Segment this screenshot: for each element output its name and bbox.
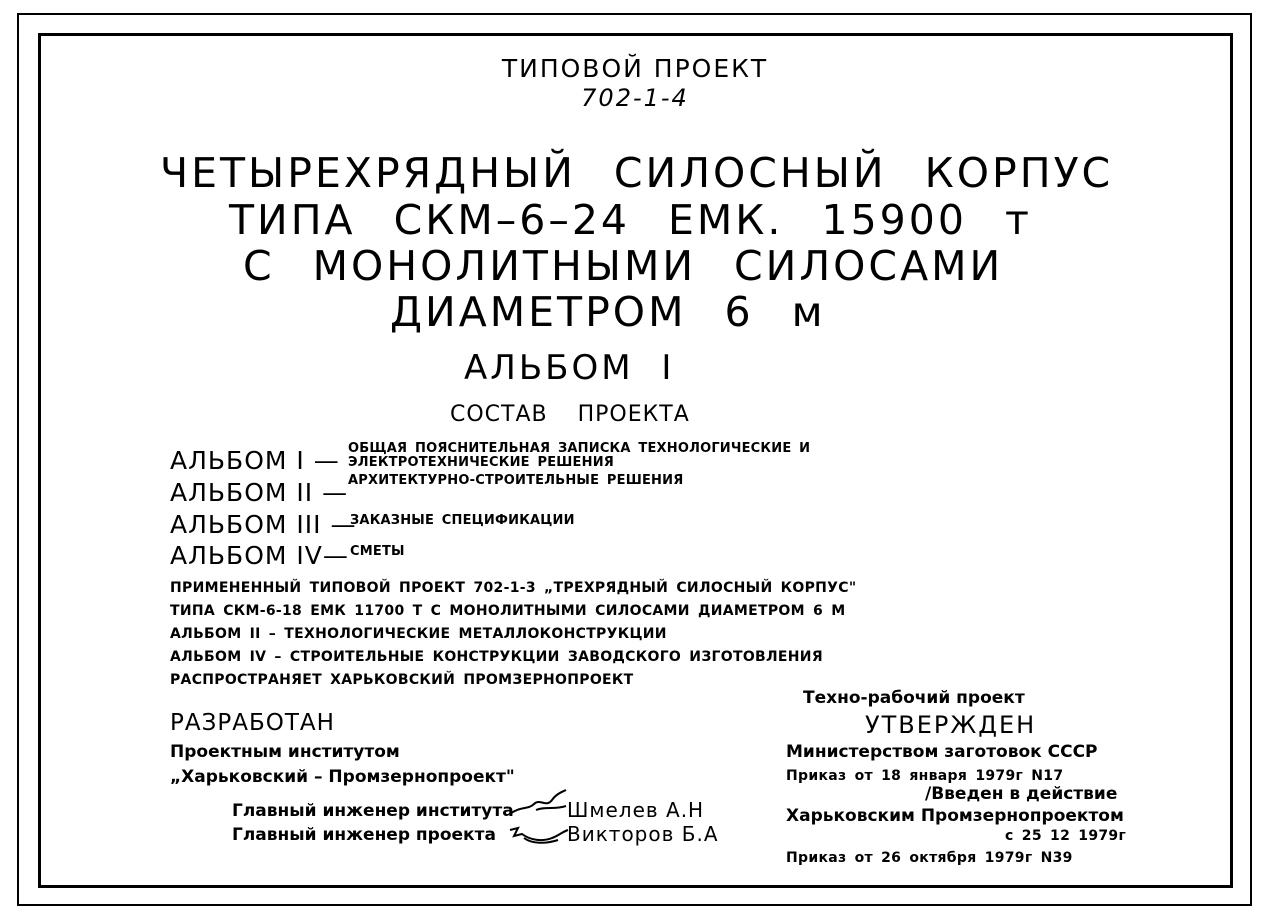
note-line: АЛЬБОМ IV – СТРОИТЕЛЬНЫЕ КОНСТРУКЦИИ ЗАВОДСКОГО ИЗГОТОВЛЕНИЯ [170, 649, 823, 665]
chief-engineer-project-label: Главный инженер проекта [232, 825, 496, 845]
note-line: АЛЬБОМ II – ТЕХНОЛОГИЧЕСКИЕ МЕТАЛЛОКОНСТРУКЦИИ [170, 626, 667, 642]
album-label: АЛЬБОМ I — [170, 446, 340, 475]
approval-introduced: /Введен в действие [925, 784, 1118, 804]
album-label: АЛЬБОМ II — [170, 478, 349, 507]
project-type: Техно-рабочий проект [803, 688, 1025, 708]
main-title-line-1: ЧЕТЫРЕХРЯДНЫЙ СИЛОСНЫЙ КОРПУС [160, 149, 1114, 197]
main-title-line-4: ДИАМЕТРОМ 6 м [390, 288, 826, 336]
chief-engineer-institute-label: Главный инженер института [232, 801, 514, 821]
composition-heading: СОСТАВ ПРОЕКТА [450, 402, 690, 427]
approval-by: Харьковским Промзернопроектом [786, 806, 1124, 826]
note-line: ТИПА СКМ-6-18 ЕМК 11700 Т С МОНОЛИТНЫМИ СИЛОСАМИ ДИАМЕТРОМ 6 М [170, 603, 846, 619]
chief-engineer-institute-name: Шмелев А.Н [567, 798, 705, 822]
album-label: АЛЬБОМ III — [170, 510, 357, 539]
approval-date: с 25 12 1979г [1005, 828, 1127, 844]
approval-order-1: Приказ от 18 января 1979г N17 [786, 768, 1064, 784]
developed-heading: РАЗРАБОТАН [170, 710, 335, 736]
note-line: ПРИМЕНЕННЫЙ ТИПОВОЙ ПРОЕКТ 702-1-3 „ТРЕХРЯДНЫЙ СИЛОСНЫЙ КОРПУС" [170, 580, 857, 596]
approval-ministry: Министерством заготовок СССР [786, 742, 1098, 762]
approval-heading: УТВЕРЖДЕН [865, 711, 1037, 739]
album-desc-line: АРХИТЕКТУРНО-СТРОИТЕЛЬНЫЕ РЕШЕНИЯ [348, 473, 684, 488]
signature-shmelev [506, 786, 570, 820]
note-line: РАСПРОСТРАНЯЕТ ХАРЬКОВСКИЙ ПРОМЗЕРНОПРОЕКТ [170, 672, 634, 688]
signature-viktorov [506, 816, 570, 850]
main-title-line-2: ТИПА СКМ–6–24 ЕМК. 15900 т [229, 196, 1032, 244]
album-number: АЛЬБОМ I [464, 348, 675, 388]
chief-engineer-project-name: Викторов Б.А [567, 822, 719, 846]
approval-order-2: Приказ от 26 октября 1979г N39 [786, 850, 1073, 866]
album-desc-line: ЭЛЕКТРОТЕХНИЧЕСКИЕ РЕШЕНИЯ [348, 455, 614, 470]
album-label: АЛЬБОМ IV— [170, 541, 349, 570]
album-desc-line: ОБЩАЯ ПОЯСНИТЕЛЬНАЯ ЗАПИСКА ТЕХНОЛОГИЧЕСКИЕ И [348, 441, 811, 456]
developed-by-line: Проектным институтом [170, 742, 400, 762]
doc-type-title: ТИПОВОЙ ПРОЕКТ [501, 54, 769, 83]
main-title-line-3: С МОНОЛИТНЫМИ СИЛОСАМИ [243, 242, 1004, 290]
project-number: 702-1-4 [581, 84, 689, 112]
album-desc-line: ЗАКАЗНЫЕ СПЕЦИФИКАЦИИ [350, 513, 575, 528]
album-desc-line: СМЕТЫ [350, 544, 405, 559]
institute-name: „Харьковский – Промзернопроект" [170, 767, 515, 787]
